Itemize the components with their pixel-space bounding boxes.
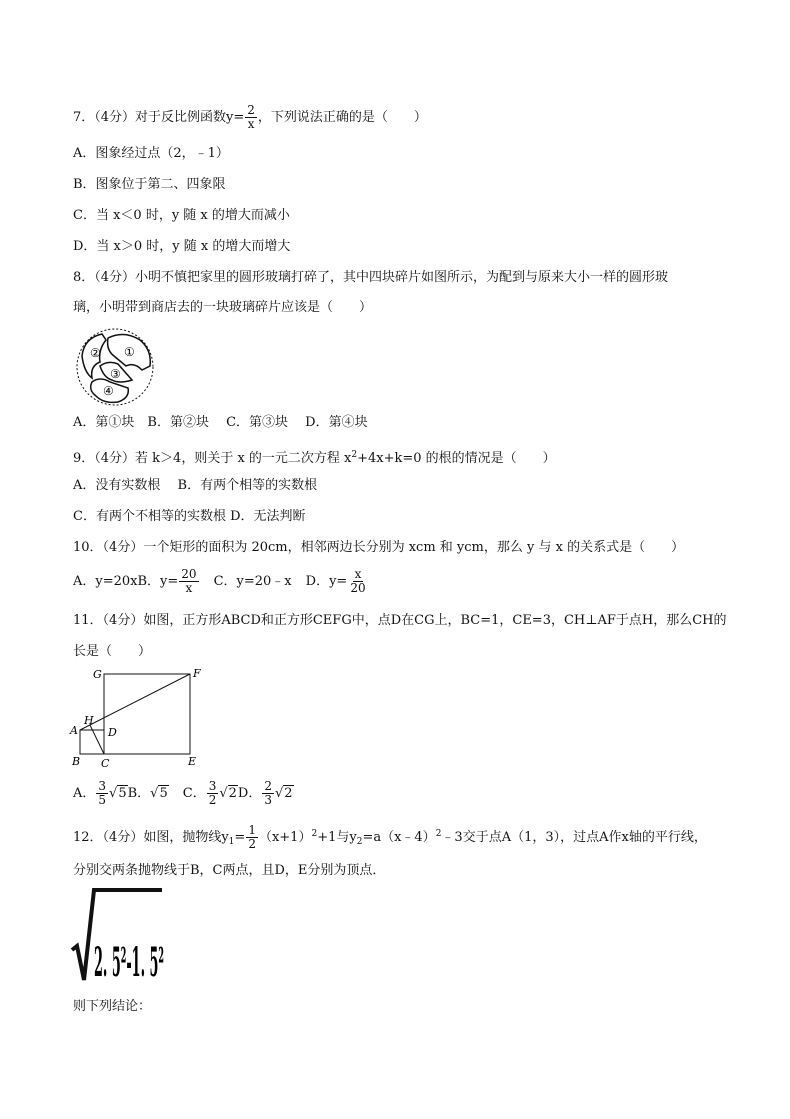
q11-stem-line1: 11．（4分）如图，正方形ABCD和正方形CEFG中，点D在CG上，BC=1，CE=3，CH⊥AF于点H，那么CH的: [73, 613, 727, 628]
q7-option-c: C．当 x＜0 时，y 随 x 的增大而减小: [73, 208, 290, 223]
q8-glass-figure: [70, 326, 160, 408]
q11-c-rad: 2: [228, 785, 237, 801]
q12-fraction: [246, 824, 258, 851]
q9-stem: [73, 446, 556, 468]
q10-opt-d-den: 20: [350, 581, 366, 595]
q11-opt-d-label: D．: [237, 786, 262, 801]
q11-opt-d-fraction: [262, 780, 274, 807]
q11-b-rad: 5: [159, 785, 168, 801]
q9-options-ab: A．没有实数根 B．有两个相等的实数根: [73, 478, 318, 493]
q11-opt-a-fraction: [96, 780, 108, 807]
q11-line-af: [80, 674, 190, 730]
q9-options-cd: C．有两个不相等的实数根 D．无法判断: [73, 509, 306, 524]
q10-opt-d-num: x: [354, 567, 362, 581]
q11-opt-c-label: C．: [182, 786, 206, 801]
q11-label-h: H: [84, 714, 94, 727]
q12-frac-num: 1: [248, 823, 256, 837]
q12-stem-line1: [73, 824, 707, 851]
q12-stem-line2: 分别交两条抛物线于B，C两点，且D，E分别为顶点．: [73, 863, 386, 878]
q11-opt-c-sqrt: √2: [219, 785, 237, 801]
q11-line-ch: [90, 725, 104, 754]
q11-a-rad: 5: [118, 785, 127, 801]
q10-opt-c: C．y=20﹣x: [213, 574, 292, 589]
q12-sub2: 2: [356, 837, 363, 847]
q11-d-num: 2: [264, 779, 272, 793]
q11-c-den: 2: [208, 793, 217, 807]
q12-stem-b: （x+1）: [258, 830, 312, 845]
q8-label-4: ④: [103, 384, 114, 398]
q11-square-cefg: [104, 674, 190, 754]
q11-options: [73, 780, 294, 807]
q11-opt-a-label: A．: [73, 786, 96, 801]
q10-opt-b-den: x: [185, 581, 193, 595]
q7-fraction: [245, 104, 257, 131]
q11-label-c: C: [101, 757, 110, 770]
q11-c-num: 3: [208, 779, 217, 793]
q8-stem-line2: 璃，小明带到商店去的一块玻璃碎片应该是（ ）: [73, 300, 373, 315]
q12-stem-c: +1与y: [317, 830, 357, 845]
q11-a-num: 3: [98, 779, 107, 793]
q7-stem: [73, 104, 427, 131]
q8-stem-line1: 8．（4分）小明不慎把家里的圆形玻璃打碎了，其中四块碎片如图所示，为配到与原来大小一样的圆形玻: [73, 270, 669, 285]
q12-sub1: 1: [228, 837, 235, 847]
q11-opt-c-fraction: [207, 780, 219, 807]
q11-opt-b-label: B．: [127, 786, 151, 801]
q9-stem-b: +4x+k=0 的根的情况是（ ）: [357, 451, 556, 466]
q8-options: A．第①块 B．第②块 C．第③块 D．第④块: [73, 415, 368, 430]
q11-label-e: E: [188, 755, 197, 768]
q7-stem-a: 7．（4分）对于反比例函数y=: [73, 110, 245, 125]
q7-option-d: D．当 x＞0 时，y 随 x 的增大而增大: [73, 239, 291, 254]
q12-frac-den: 2: [248, 837, 256, 851]
q9-sup: 2: [351, 450, 358, 460]
q12-stem-a: 12．（4分）如图，抛物线y: [73, 830, 229, 845]
q12-stem-e: ﹣3交于点A（1，3），过点A作x轴的平行线，: [441, 830, 707, 845]
q10-opt-d-fraction: [348, 568, 367, 595]
q11-opt-d-sqrt: √2: [275, 785, 293, 801]
q10-stem: 10．（4分）一个矩形的面积为 20cm，相邻两边长分别为 xcm 和 ycm，那么 y 与 x 的关系式是（ ）: [73, 540, 685, 555]
q9-stem-a: 9．（4分）若 k＞4，则关于 x 的一元二次方程 x: [73, 451, 352, 466]
q11-label-a: A: [70, 724, 78, 737]
q8-label-3: ③: [110, 367, 121, 381]
q7-frac-den: x: [247, 117, 255, 131]
q12-radical-image: [70, 886, 170, 986]
q8-label-2: ②: [90, 346, 101, 360]
q7-stem-b: ，下列说法正确的是（ ）: [257, 110, 427, 125]
q10-opt-a: A．y=20xB．y=: [73, 574, 179, 589]
q11-d-rad: 2: [284, 785, 293, 801]
q7-option-b: B．图象位于第二、四象限: [73, 177, 226, 192]
q7-option-a: A．图象经过点（2，﹣1）: [73, 146, 229, 161]
q12-radical-text: 2. 5²-1. 5²: [94, 939, 164, 986]
q12-stem-line3: 则下列结论：: [73, 999, 152, 1014]
q11-d-den: 3: [264, 793, 272, 807]
q8-label-1: ①: [124, 345, 135, 359]
q11-squares-figure: [66, 664, 206, 772]
q11-square-abcd: [80, 730, 104, 754]
q11-label-b: B: [72, 755, 81, 768]
q11-label-d: D: [108, 726, 117, 739]
q11-a-den: 5: [98, 793, 107, 807]
q12-sup-b: 2: [311, 829, 318, 839]
q11-label-g: G: [93, 668, 102, 681]
q12-stem-d: =a（x﹣4）: [362, 830, 436, 845]
q12-eq-a: =: [234, 830, 246, 845]
q10-opt-b-fraction: [179, 568, 198, 595]
q10-options: [73, 568, 369, 595]
q10-opt-d: D．y=: [305, 574, 348, 589]
q11-label-f: F: [193, 667, 201, 680]
q7-frac-num: 2: [247, 103, 255, 117]
q10-opt-b-num: 20: [181, 567, 197, 581]
q11-opt-b-sqrt: √5: [150, 785, 168, 801]
q11-stem-line2: 长是（ ）: [73, 644, 152, 659]
q11-opt-a-sqrt: √5: [109, 785, 127, 801]
q12-sup-d: 2: [435, 829, 442, 839]
